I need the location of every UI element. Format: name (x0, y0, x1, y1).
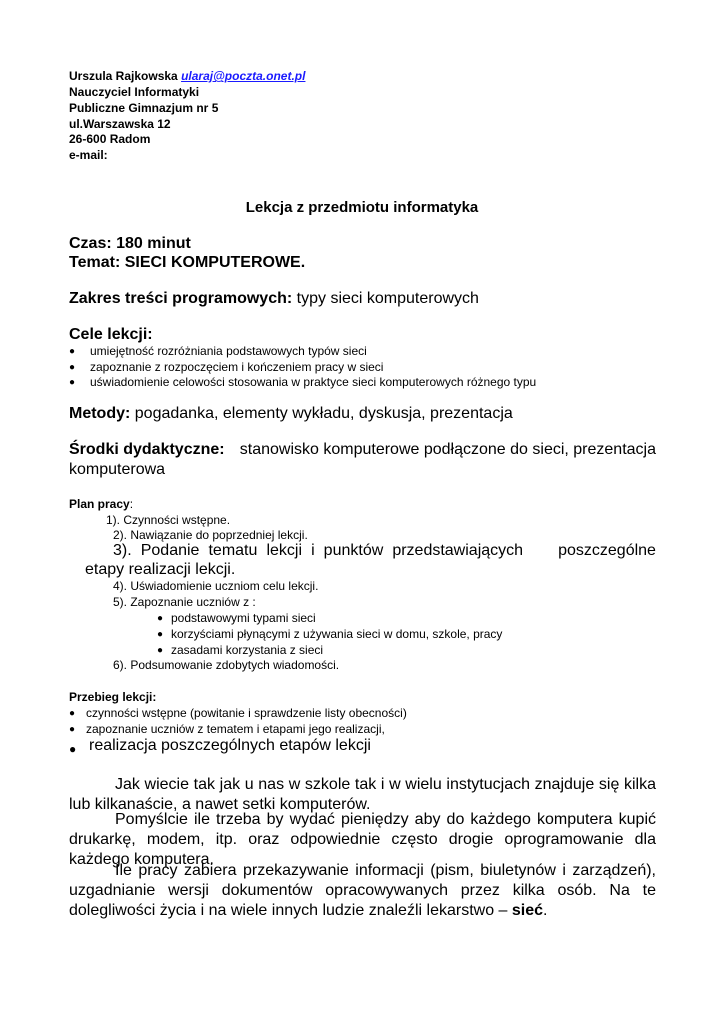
plan-subitem: zasadami korzystania z sieci (171, 643, 324, 657)
plan-subitem: podstawowymi typami sieci (171, 611, 316, 625)
body-paragraph-3-end: . (543, 902, 548, 919)
means-value-line1: stanowisko komputerowe podłączone do sieci, prezentacja (239, 441, 656, 458)
body-paragraph-3 (69, 861, 656, 921)
course-item: czynności wstępne (powitanie i sprawdzenie listy obecności) (86, 706, 407, 720)
bullet-icon: ● (69, 346, 76, 357)
course-label: Przebieg lekcji: (69, 690, 157, 704)
school-name: Publiczne Gimnazjum nr 5 (69, 101, 219, 115)
plan-word: 3). (113, 542, 132, 559)
plan-item: 5). Zapoznanie uczniów z : (113, 595, 256, 609)
plan-word: lekcji (266, 542, 303, 559)
course-item: realizacja poszczególnych etapów lekcji (89, 737, 371, 754)
goal-item: zapoznanie z rozpoczęciem i kończeniem pracy w sieci (90, 360, 384, 374)
bullet-icon: ● (157, 629, 164, 640)
body-paragraph-2: Pomyślcie ile trzeba by wydać pieniędzy aby do każdego komputera kupić drukarkę, modem, itp. oraz odpowiednie często drogie oprogramowanie dla każdego komputera. (69, 811, 656, 868)
lesson-title: Lekcja z przedmiotu informatyka (245, 199, 479, 216)
means-line (69, 441, 656, 459)
scope-value: typy sieci komputerowych (292, 290, 479, 307)
plan-item: 6). Podsumowanie zdobytych wiadomości. (113, 658, 340, 672)
plan-item: 4). Uświadomienie uczniom celu lekcji. (113, 579, 319, 593)
plan-item-continuation: etapy realizacji lekcji. (85, 561, 236, 578)
bullet-icon: ● (69, 377, 76, 388)
goal-item: uświadomienie celowości stosowania w praktyce sieci komputerowych różnego typu (90, 375, 537, 389)
course-item: zapoznanie uczniów z tematem i etapami jego realizacji, (86, 722, 385, 736)
plan-heading (69, 496, 133, 512)
school-street: ul.Warszawska 12 (69, 117, 171, 131)
means-value-line2: komputerowa (69, 461, 166, 478)
plan-word: punktów (323, 542, 384, 559)
methods-line (69, 404, 513, 424)
plan-subitem: korzyściami płynącymi z używania sieci w domu, szkole, pracy (171, 627, 503, 641)
email-label: e-mail: (69, 148, 108, 162)
plan-label: Plan pracy (69, 497, 130, 511)
author-name: Urszula Rajkowska (69, 69, 178, 83)
bullet-icon: ● (69, 362, 76, 373)
bullet-icon: ● (69, 742, 77, 756)
plan-word: przedstawiających (392, 542, 524, 559)
plan-colon: : (129, 497, 134, 511)
methods-value: pogadanka, elementy wykładu, dyskusja, prezentacja (130, 405, 513, 422)
means-label: Środki dydaktyczne: (69, 441, 225, 458)
goal-item: umiejętność rozróżniania podstawowych typów sieci (90, 344, 367, 358)
body-paragraph-1: Jak wiecie tak jak u nas w szkole tak i w wielu instytucjach znajduje się kilka lub kilkanaście, a nawet setki komputerów. (69, 776, 656, 813)
plan-word: poszczególne (558, 542, 656, 559)
bullet-icon: ● (157, 645, 164, 656)
bullet-icon: ● (69, 724, 76, 735)
author-line (69, 68, 305, 84)
scope-line (69, 289, 479, 309)
methods-label: Metody: (69, 405, 131, 422)
goals-label: Cele lekcji: (69, 326, 153, 343)
plan-word: Podanie (140, 542, 200, 559)
lesson-topic: Temat: SIECI KOMPUTEROWE. (69, 254, 306, 271)
bullet-icon: ● (157, 613, 164, 624)
plan-item: 2). Nawiązanie do poprzedniej lekcji. (113, 528, 308, 542)
school-city: 26-600 Radom (69, 132, 151, 146)
plan-item: 1). Czynności wstępne. (106, 513, 231, 527)
plan-item-justified (113, 542, 656, 560)
plan-word: tematu (208, 542, 258, 559)
scope-label: Zakres treści programowych: (69, 290, 293, 307)
lesson-time: Czas: 180 minut (69, 235, 191, 252)
author-role: Nauczyciel Informatyki (69, 85, 200, 99)
body-paragraph-3-text: Ile pracy zabiera przekazywanie informacji (pism, biuletynów i zarządzeń), uzgadnianie wersji dokumentów opracowywanych przez kilka osób. Na te dolegliwości życia i na wiele innych ludzie znaleźli lekarstwo – (69, 862, 656, 919)
author-email-link[interactable]: ularaj@poczta.onet.pl (181, 69, 306, 83)
plan-word: i (311, 542, 315, 559)
body-paragraph-3-keyword: sieć (511, 902, 544, 919)
bullet-icon: ● (69, 708, 76, 719)
